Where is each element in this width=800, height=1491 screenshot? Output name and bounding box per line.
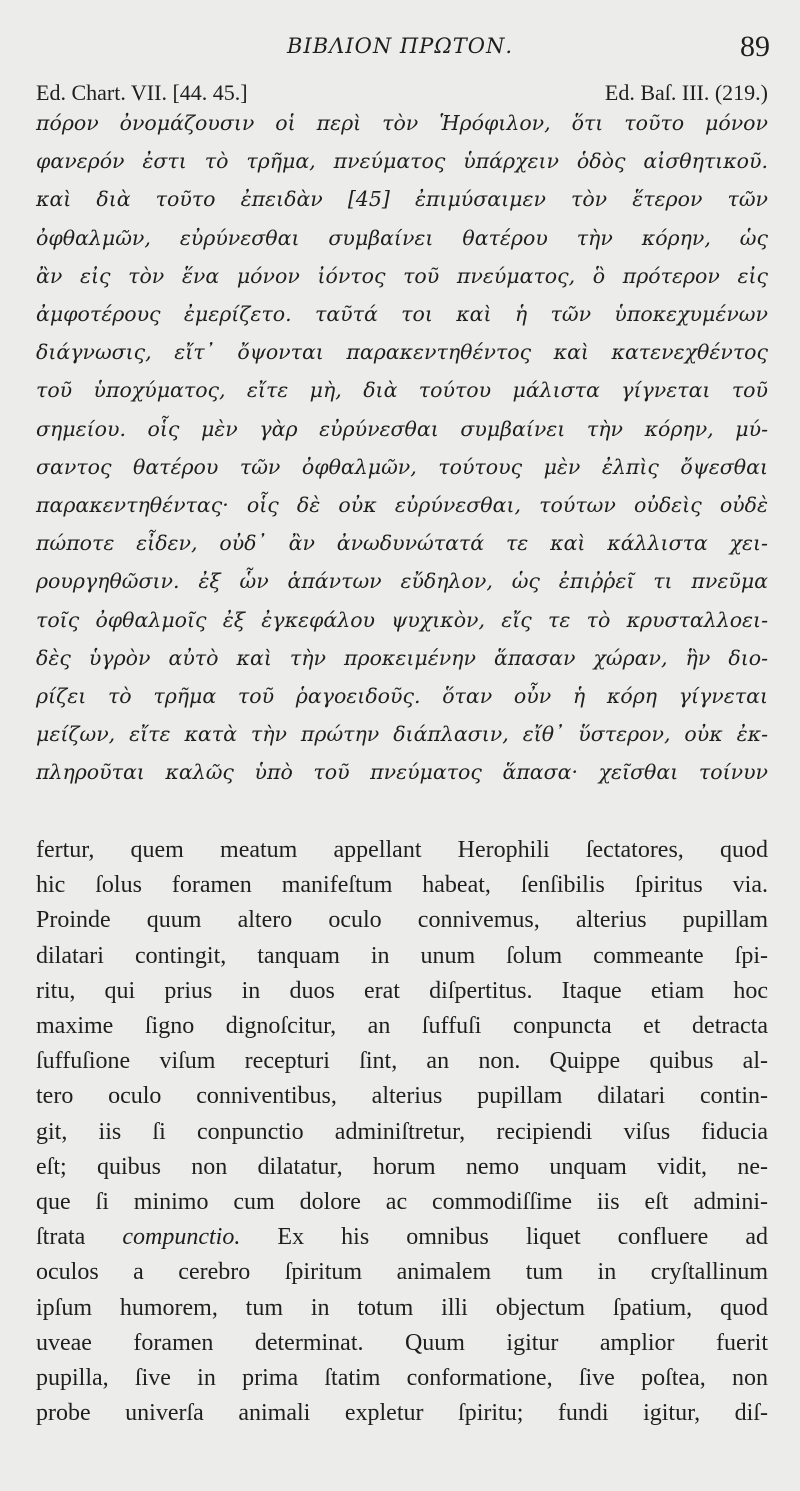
greek-line: παρακεντηθέντας· οἷς δὲ οὐκ εὐρύνεσθαι, τούτων οὐδεὶς οὐδὲ <box>36 493 768 518</box>
latin-line: tero oculo conniventibus, alterius pupillam dilatari contin- <box>36 1083 768 1110</box>
latin-line: uveae foramen determinat. Quum igitur amplior fuerit <box>36 1329 768 1356</box>
latin-italic-term: compunctio. <box>122 1224 241 1251</box>
greek-line: τοῦ ὑποχύματος, εἴτε μὴ, διὰ τούτου μάλιστα γίγνεται τοῦ <box>36 378 768 403</box>
greek-line: ρίζει τὸ τρῆμα τοῦ ῥαγοειδοῦς. ὅταν οὖν ἡ κόρη γίγνεται <box>36 684 768 709</box>
page-number: 89 <box>740 30 770 63</box>
greek-line: σαντος θατέρου τῶν ὀφθαλμῶν, τούτους μὲν ἐλπὶς ὄψεσθαι <box>36 454 768 479</box>
latin-line: dilatari contingit, tanquam in unum ſolum commeante ſpi- <box>36 942 768 969</box>
greek-line: πόρον ὀνομάζουσιν οἱ περὶ τὸν Ἡρόφιλον, ὅτι τοῦτο μόνον <box>36 111 768 135</box>
greek-line: δὲς ὑγρὸν αὐτὸ καὶ τὴν προκειμένην ἅπασαν χώραν, ἣν διο- <box>36 645 768 670</box>
latin-line: pupilla, ſive in prima ſtatim conformatione, ſive poſtea, non <box>36 1365 768 1392</box>
latin-line: hic ſolus foramen manifeſtum habeat, ſenſibilis ſpiritus via. <box>36 872 768 899</box>
greek-line: πληροῦται καλῶς ὑπὸ τοῦ πνεύματος ἅπασα· χεῖσθαι τοίνυν <box>36 760 768 785</box>
latin-line: probe univerſa animali expletur ſpiritu; fundi igitur, diſ- <box>36 1400 768 1427</box>
running-title: ΒΙΒΛΙΟΝ ΠΡΩΤΟΝ. <box>286 34 513 58</box>
greek-line: σημείου. οἷς μὲν γὰρ εὐρύνεσθαι συμβαίνει τὴν κόρην, μύ- <box>36 416 768 441</box>
latin-line: ritu, qui prius in duos erat diſpertitus. Itaque etiam hoc <box>36 977 768 1004</box>
greek-line: ὀφθαλμῶν, εὐρύνεσθαι συμβαίνει θατέρου τὴν κόρην, ὡς <box>36 225 768 250</box>
latin-line: oculos a cerebro ſpiritum animalem tum in cryſtallinum <box>36 1259 768 1286</box>
latin-line: fertur, quem meatum appellant Herophili ſectatores, quod <box>36 837 768 863</box>
latin-text-block <box>36 833 768 1431</box>
latin-line: Proinde quum altero oculo connivemus, alterius pupillam <box>36 907 768 934</box>
edition-reference-left: Ed. Chart. VII. [44. 45.] <box>36 80 248 105</box>
greek-line: φανερόν ἐστι τὸ τρῆμα, πνεύματος ὑπάρχειν ὁδὸς αἰσθητικοῦ. <box>36 149 768 174</box>
latin-line: que ſi minimo cum dolore ac commodiſſime iis eſt admini- <box>36 1189 768 1216</box>
greek-line: ρουργηθῶσιν. ἐξ ὧν ἁπάντων εὔδηλον, ὡς ἐπιῤῥεῖ τι πνεῦμα <box>36 569 768 594</box>
edition-reference-right: Ed. Baſ. III. (219.) <box>604 80 768 105</box>
latin-line: ſuffuſione viſum recepturi ſint, an non. Quippe quibus al- <box>36 1048 768 1075</box>
greek-line: ἀμφοτέρους ἐμερίζετο. ταῦτά τοι καὶ ἡ τῶν ὑποκεχυμένων <box>36 302 768 327</box>
latin-line-end: Ex his omnibus liquet confluere ad <box>277 1224 768 1251</box>
latin-line: eſt; quibus non dilatatur, horum nemo unquam vidit, ne- <box>36 1153 768 1180</box>
greek-line: καὶ διὰ τοῦτο ἐπειδὰν [45] ἐπιμύσαιμεν τὸν ἕτερον τῶν <box>36 187 768 212</box>
greek-line: διάγνωσις, εἴτ᾽ ὄψονται παρακεντηθέντος καὶ κατενεχθέντος <box>36 340 768 365</box>
greek-line: πώποτε εἶδεν, οὐδ᾽ ἂν ἀνωδυνώτατά τε καὶ κάλλιστα χει- <box>36 531 768 556</box>
latin-line: ipſum humorem, tum in totum illi objectum ſpatium, quod <box>36 1294 768 1321</box>
latin-line: git, iis ſi conpunctio adminiſtretur, recipiendi viſus fiducia <box>36 1118 768 1145</box>
greek-text-block <box>36 104 768 792</box>
greek-line: τοῖς ὀφθαλμοῖς ἐξ ἐγκεφάλου ψυχικὸν, εἴς τε τὸ κρυσταλλοει- <box>36 607 768 632</box>
greek-line: ἂν εἰς τὸν ἕνα μόνον ἰόντος τοῦ πνεύματος, ὃ πρότερον εἰς <box>36 263 768 288</box>
latin-line-start: ſtrata <box>36 1224 86 1251</box>
latin-line-mixed <box>36 1220 768 1255</box>
latin-line: maxime ſigno dignoſcitur, an ſuffuſi conpuncta et detracta <box>36 1013 768 1040</box>
greek-line: μείζων, εἴτε κατὰ τὴν πρώτην διάπλασιν, εἴθ᾽ ὕστερον, οὐκ ἐκ- <box>36 722 768 747</box>
